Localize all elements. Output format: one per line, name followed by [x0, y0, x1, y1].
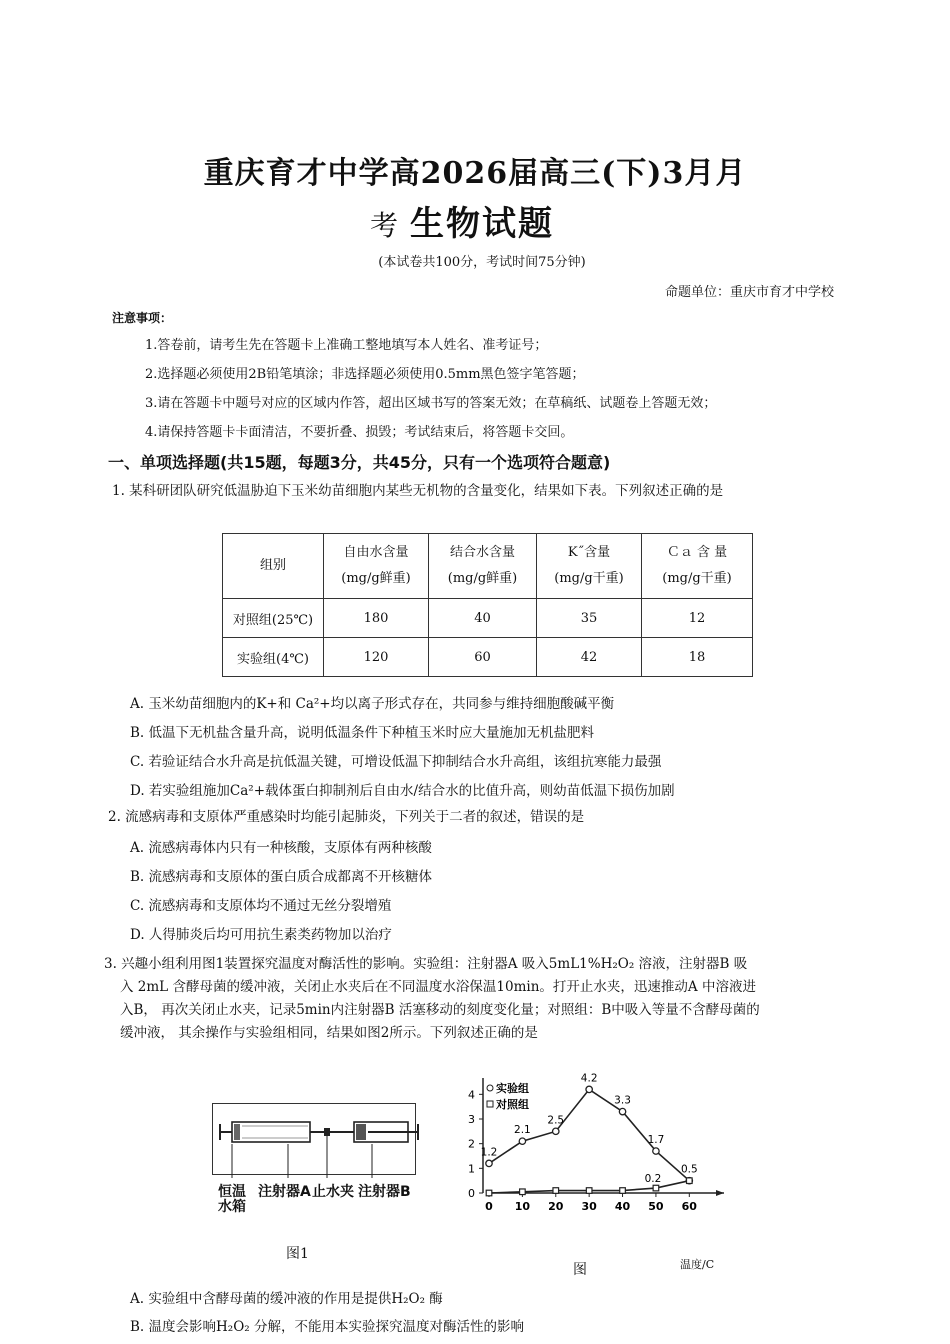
- question-1-stem: 1. 某科研团队研究低温胁迫下玉米幼苗细胞内某些无机物的含量变化，结果如下表。下列叙述正确的是: [112, 483, 724, 499]
- x-tick-label: 50: [648, 1200, 664, 1213]
- table-header: [537, 534, 642, 599]
- title-prefix: 考: [370, 209, 399, 242]
- table-header: [642, 534, 753, 599]
- syringe-apparatus-drawing: [212, 1100, 422, 1180]
- x-tick-label: 20: [548, 1200, 564, 1213]
- q3-option-b: B. 温度会影响H₂O₂ 分解，不能用本实验探究温度对酶活性的影响: [130, 1319, 524, 1335]
- issuer: 命题单位：重庆市育才中学校: [664, 285, 834, 300]
- label-syringe-a: 注射器A: [258, 1184, 311, 1200]
- figure-2-caption: 图: [573, 1262, 587, 1278]
- question-3-stem-line: 缓冲液， 其余操作与实验组相同，结果如图2所示。下列叙述正确的是: [120, 1025, 538, 1041]
- data-point-control: [687, 1178, 693, 1184]
- data-label: 0.2: [644, 1173, 662, 1186]
- data-point-experimental: [653, 1148, 659, 1154]
- title-line1: 重庆育才中学高2026届高三(下)3月月: [203, 156, 747, 191]
- question-2-stem: 2. 流感病毒和支原体严重感染时均能引起肺炎，下列关于二者的叙述，错误的是: [108, 809, 585, 825]
- x-axis-arrow: [716, 1190, 724, 1196]
- data-point-experimental: [619, 1108, 625, 1114]
- chart-marks: [481, 1072, 698, 1195]
- y-tick-label: 1: [468, 1162, 475, 1176]
- q2-option-b: B. 流感病毒和支原体的蛋白质合成都离不开核糖体: [130, 869, 433, 885]
- data-point-control: [586, 1188, 592, 1194]
- q2-option-d: D. 人得肺炎后均可用抗生素类药物加以治疗: [130, 927, 392, 943]
- data-point-experimental: [486, 1160, 492, 1166]
- q1-data-table: [222, 533, 753, 677]
- header-name: K˝含量: [567, 545, 611, 560]
- table-cell: 12: [642, 599, 753, 638]
- enzyme-activity-chart: [440, 1070, 730, 1220]
- x-tick-label: 0: [485, 1200, 493, 1213]
- title-line2: [370, 196, 554, 245]
- figure-1-caption: 图1: [286, 1246, 309, 1262]
- question-3-stem-line: 入 2mL 含酵母菌的缓冲液，关闭止水夹后在不同温度水浴保温10min。打开止水夹，迅速推动A 中溶液进: [120, 979, 756, 995]
- header-unit: (mg/g干重): [662, 571, 732, 586]
- exam-info: (本试卷共100分，考试时间75分钟): [378, 255, 586, 270]
- data-point-control: [520, 1189, 526, 1195]
- q1-option-b: B. 低温下无机盐含量升高，说明低温条件下种植玉米时应大量施加无机盐肥料: [130, 725, 595, 741]
- notice-item: 4.请保持答题卡卡面清洁，不要折叠、损毁；考试结束后，将答题卡交回。: [145, 425, 574, 440]
- data-point-experimental: [553, 1128, 559, 1134]
- legend-marker-experimental: [487, 1085, 493, 1091]
- label-syringe-b: 注射器B: [358, 1184, 411, 1200]
- data-label: 1.7: [647, 1134, 665, 1147]
- table-cell: 实验组(4℃): [223, 638, 324, 677]
- legend-marker-control: [487, 1101, 493, 1107]
- x-tick-label: 30: [581, 1200, 597, 1213]
- table-cell: 35: [537, 599, 642, 638]
- subject-title: 生物试题: [410, 204, 555, 244]
- table-header: [324, 534, 429, 599]
- data-point-control: [653, 1185, 659, 1191]
- y-tick-label: 2: [468, 1137, 475, 1151]
- q1-option-a: A. 玉米幼苗细胞内的K+和 Ca²+均以离子形式存在，共同参与维持细胞酸碱平衡: [130, 696, 615, 712]
- header-name: 结合水含量: [449, 545, 515, 560]
- header-name: 自由水含量: [343, 545, 409, 560]
- notice-heading: 注意事项：: [112, 311, 173, 325]
- question-3-stem-line: 3. 兴趣小组利用图1装置探究温度对酶活性的影响。实验组：注射器A 吸入5mL1%H₂O₂ 溶液，注射器B 吸: [104, 956, 748, 972]
- table-cell: 120: [324, 638, 429, 677]
- table-cell: 180: [324, 599, 429, 638]
- table-row: [223, 599, 753, 638]
- data-label: 3.3: [614, 1094, 631, 1107]
- q3-option-a: A. 实验组中含酵母菌的缓冲液的作用是提供H₂O₂ 酶: [130, 1291, 443, 1307]
- data-label: 4.2: [580, 1072, 598, 1085]
- notice-item: 1.答卷前，请考生先在答题卡上准确工整地填写本人姓名、准考证号；: [145, 338, 548, 353]
- label-water-bath: 恒温: [218, 1184, 246, 1200]
- notice-item: 2.选择题必须使用2B铅笔填涂；非选择题必须使用0.5mm黑色签字笔答题；: [145, 367, 585, 382]
- table-header: [429, 534, 537, 599]
- table-header: [223, 534, 324, 599]
- data-label: 0.5: [680, 1163, 698, 1176]
- y-tick-label: 4: [468, 1088, 475, 1102]
- q2-option-a: A. 流感病毒体内只有一种核酸，支原体有两种核酸: [130, 840, 432, 856]
- q1-option-d: D. 若实验组施加Ca²+载体蛋白抑制剂后自由水/结合水的比值升高，则幼苗低温下损伤加剧: [130, 783, 675, 799]
- header-unit: (mg/g干重): [554, 571, 624, 586]
- data-point-control: [620, 1188, 626, 1194]
- x-axis-label: 温度/C: [680, 1258, 715, 1271]
- table-cell: 40: [429, 599, 537, 638]
- label-water-bath-2: 水箱: [218, 1199, 246, 1215]
- data-point-experimental: [519, 1138, 525, 1144]
- section-title: 一、单项选择题(共15题，每题3分，共45分，只有一个选项符合题意): [108, 453, 611, 472]
- y-tick-label: 0: [468, 1187, 475, 1200]
- header-unit: (mg/g鲜重): [341, 571, 411, 586]
- x-tick-label: 40: [614, 1200, 631, 1213]
- q1-option-c: C. 若验证结合水升高是抗低温关键，可增设低温下抑制结合水升高组，该组抗寒能力最强: [130, 754, 662, 770]
- data-point-control: [486, 1190, 492, 1196]
- data-label: 2.1: [514, 1124, 531, 1137]
- x-tick-label: 10: [514, 1200, 531, 1213]
- label-clamp: 止水夹: [312, 1184, 354, 1200]
- notice-item: 3.请在答题卡中题号对应的区域内作答，超出区域书写的答案无效；在草稿纸、试题卷上答题无效；: [145, 396, 717, 411]
- header-name: 组别: [259, 558, 286, 573]
- question-3-stem-line: 入B， 再次关闭止水夹，记录5min内注射器B 活塞移动的刻度变化量；对照组：B中吸入等量不含酵母菌的: [120, 1002, 760, 1018]
- header-name: Ｃａ 含 量: [666, 545, 728, 560]
- table-cell: 18: [642, 638, 753, 677]
- data-point-control: [553, 1188, 559, 1194]
- legend-label: 实验组: [496, 1082, 529, 1095]
- table-cell: 对照组(25℃): [223, 599, 324, 638]
- data-point-experimental: [586, 1086, 592, 1092]
- table-cell: 42: [537, 638, 642, 677]
- data-label: 1.2: [480, 1146, 498, 1159]
- table-cell: 60: [429, 638, 537, 677]
- table-header-row: [223, 534, 753, 599]
- x-tick-label: 60: [681, 1200, 697, 1213]
- data-label: 2.5: [547, 1114, 565, 1127]
- y-tick-label: 3: [468, 1113, 475, 1126]
- header-unit: (mg/g鲜重): [447, 571, 518, 586]
- table-row: [223, 638, 753, 677]
- legend-label: 对照组: [496, 1098, 529, 1111]
- q2-option-c: C. 流感病毒和支原体均不通过无丝分裂增殖: [130, 898, 392, 914]
